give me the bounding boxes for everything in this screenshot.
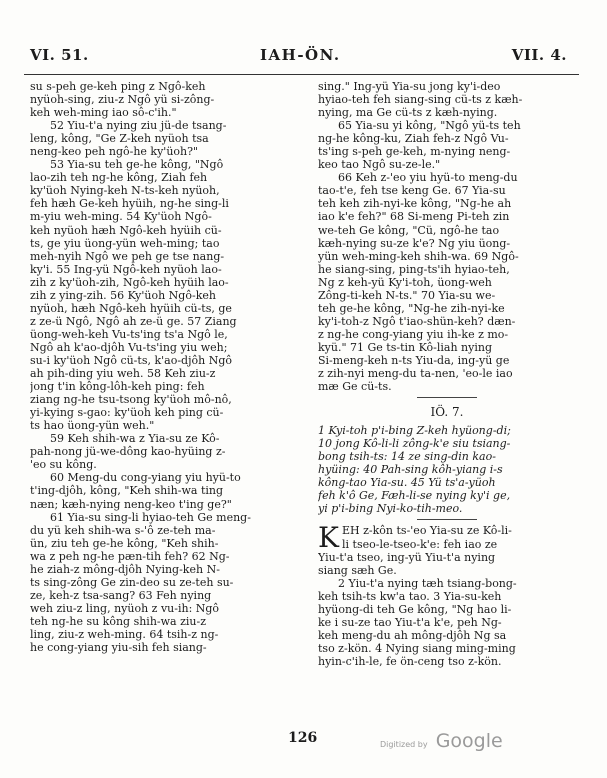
- text-line: 2 Yiu-t'a nying tæh tsiang-bong-: [338, 576, 517, 590]
- text-line: kyü." 71 Ge ts-tin Kô-liah nying: [318, 340, 492, 354]
- text-line: teh keh zih-nyi-ke kông, "Ng-he ah: [318, 197, 512, 211]
- text-line: ziang ng-he tsu-tsong ky'üoh mô-nô,: [30, 393, 232, 407]
- text-line: neng-keo peh ngô-he ky'üoh?": [30, 145, 199, 159]
- text-line: t'ing-djôh, kông, "Keh shih-wa ting: [30, 484, 224, 498]
- digitized-label: Digitized by: [380, 740, 428, 749]
- text-line: he ziah-z mông-djôh Nying-keh N-: [30, 562, 220, 576]
- text-line: 'eo su kông.: [30, 458, 97, 472]
- text-line: næn; kæh-nying neng-keo t'ing ge?": [30, 497, 232, 511]
- text-line: feh k'ô Ge, Fæh-li-se nying ky'i ge,: [318, 489, 511, 503]
- chapter-opening: [318, 521, 576, 577]
- text-line: Yiu-t'a tseo, ing-yü Yiu-t'a nying: [318, 550, 496, 564]
- text-line: du yü keh shih-wa s-'ô ze-teh ma-: [30, 523, 216, 537]
- text-line: kæh-nying su-ze k'e? Ng yiu üong-: [318, 236, 511, 250]
- text-line: hyüong-di teh Ge kông, "Ng hao li-: [318, 602, 512, 616]
- text-line: Si-meng-keh n-ts Yiu-da, ing-yü ge: [318, 353, 510, 367]
- text-line: keh weh-ming iao sô-c'ih.": [30, 106, 177, 120]
- text-line: ün, ziu teh ge-he kông, "Keh shih-: [30, 536, 219, 550]
- text-line: zih z ying-zih. 56 Ky'üoh Ngô-keh: [30, 288, 216, 302]
- text-line: he siang-sing, ping-ts'ih hyiao-teh,: [318, 262, 510, 276]
- text-line: ts, ge yiu üong-yün weh-ming; tao: [30, 236, 220, 250]
- text-line: mæ Ge cü-ts.: [318, 380, 392, 394]
- chapter-heading: IÖ. 7.: [430, 405, 464, 420]
- text-line: meh-nyih Ngô we peh ge tse nang-: [30, 249, 225, 263]
- text-line: yi p'i-bing Nyi-ko-tih-meo.: [318, 502, 463, 516]
- text-line: keh nyüoh hæh Ngô-keh hyüih cü-: [30, 223, 222, 237]
- drop-cap: K: [318, 521, 339, 555]
- right-column: [318, 80, 576, 668]
- text-line: m-yiu weh-ming. 54 Ky'üoh Ngô-: [30, 210, 212, 224]
- text-line: 10 jong Kô-li-li zông-k'e siu tsiang-: [318, 437, 511, 451]
- chapter-divider: [417, 397, 477, 398]
- text-line: tso z-kön. 4 Nying siang ming-ming: [318, 641, 516, 655]
- text-line: z ng-he cong-yiang yiu ih-ke z mo-: [318, 327, 509, 341]
- digitization-watermark: [380, 730, 503, 752]
- text-line: ze, keh-z tsa-sang? 63 Feh nying: [30, 588, 212, 602]
- text-line: ky'i. 55 Ing-yü Ngô-keh nyüoh lao-: [30, 262, 222, 276]
- text-line: Zông-ti-keh N-ts." 70 Yia-su we-: [318, 288, 496, 302]
- text-line: feh hæh Ge-keh hyüih, ng-he sing-li: [30, 197, 229, 211]
- text-line: 52 Yiu-t'a nying ziu jü-de tsang-: [50, 119, 227, 133]
- text-line: siang sæh Ge.: [318, 563, 397, 577]
- text-line: ky'üoh Nying-keh N-ts-keh nyüoh,: [30, 184, 220, 198]
- text-line: kông-tao Yia-su. 45 Yü ts'a-yüoh: [318, 476, 496, 490]
- running-head-right: VII. 4.: [511, 46, 567, 64]
- text-line: bong tsih-ts: 14 ze sing-din kao-: [318, 450, 496, 464]
- text-line: su s-peh ge-keh ping z Ngô-keh: [30, 80, 206, 93]
- text-line: 1 Kyi-toh p'i-bing Z-keh hyüong-di;: [318, 424, 511, 438]
- text-line: hyin-c'ih-le, fe ön-ceng tso z-kön.: [318, 654, 502, 668]
- text-line: iao k'e feh?" 68 Si-meng Pi-teh zin: [318, 210, 510, 224]
- text-line: nyüoh-sing, ziu-z Ngô yü si-zông-: [30, 93, 215, 107]
- text-line: ling, ziu-z weh-ming. 64 tsih-z ng-: [30, 627, 219, 641]
- text-line: hyiao-teh feh siang-sing cü-ts z kæh-: [318, 93, 523, 107]
- text-line: 60 Meng-du cong-yiang yiu hyü-to: [50, 471, 241, 485]
- left-column: [30, 80, 288, 654]
- header-rule: [24, 74, 579, 75]
- text-line: teh ge-he kông, "Ng-he zih-nyi-ke: [318, 301, 505, 315]
- text-line: Ng z keh-yü Ky'i-toh, üong-weh: [318, 275, 492, 289]
- text-line: ah pih-ding yiu weh. 58 Keh ziu-z: [30, 367, 216, 381]
- google-logo: Google: [435, 730, 503, 752]
- text-line: z zih-nyi meng-du ta-nen, 'eo-le iao: [318, 367, 513, 381]
- text-line: ke i su-ze tao Yiu-t'a k'e, peh Ng-: [318, 615, 502, 629]
- text-line: ts'ing s-peh ge-keh, m-nying neng-: [318, 145, 511, 159]
- text-line: 61 Yia-su sing-li hyiao-teh Ge meng-: [50, 510, 251, 524]
- text-line: ng-he kông-ku, Ziah feh-z Ngô Vu-: [318, 132, 509, 146]
- running-head-left: VI. 51.: [30, 46, 89, 64]
- text-line: jong t'in kông-lôh-keh ping: feh: [30, 380, 205, 394]
- text-line: keh tsih-ts kw'a tao. 3 Yia-su-keh: [318, 589, 502, 603]
- summary-divider: [417, 519, 477, 520]
- text-line: keo tao Ngô su-ze-le.": [318, 158, 441, 172]
- text-line: teh ng-he su kông shih-wa ziu-z: [30, 614, 207, 628]
- text-line: yün weh-ming-keh shih-wa. 69 Ngô-: [318, 249, 519, 263]
- text-line: üong-weh-keh Vu-ts'ing ts'a Ngô le,: [30, 327, 228, 341]
- page-number: 126: [288, 730, 318, 746]
- text-line: ts sing-zông Ge zin-deo su ze-teh su-: [30, 575, 234, 589]
- text-line: su-i ky'üoh Ngô cü-ts, k'ao-djôh Ngô: [30, 353, 232, 367]
- text-line: Ngô ah k'ao-djôh Vu-ts'ing yiu weh;: [30, 340, 228, 354]
- running-head-title: IAH-ÖN.: [260, 46, 341, 64]
- text-line: ky'i-toh-z Ngô t'iao-shün-keh? dæn-: [318, 314, 516, 328]
- text-line: weh ziu-z ling, nyüoh z vu-ih: Ngô: [30, 601, 220, 615]
- text-line: li tseo-le-tseo-k'e: feh iao ze: [342, 537, 498, 551]
- text-line: lao-zih teh ng-he kông, Ziah feh: [30, 171, 208, 185]
- text-line: 66 Keh z-'eo yiu hyü-to meng-du: [338, 171, 518, 185]
- text-line: 59 Keh shih-wa z Yia-su ze Kô-: [50, 432, 220, 446]
- opening-text: [318, 521, 576, 577]
- text-line: we-teh Ge kông, "Cü, ngô-he tao: [318, 223, 500, 237]
- text-line: nyüoh, hæh Ngô-keh hyüih cü-ts, ge: [30, 301, 232, 315]
- text-line: tao-t'e, feh tse keng Ge. 67 Yia-su: [318, 184, 506, 198]
- chapter-continuation: [318, 577, 576, 668]
- text-line: yi-kying s-gao: ky'üoh keh ping cü-: [30, 406, 224, 420]
- text-line: hyüing: 40 Pah-sing kôh-yiang i-s: [318, 463, 503, 477]
- text-line: wa z peh ng-he pæn-tih feh? 62 Ng-: [30, 549, 230, 563]
- text-line: 53 Yia-su teh ge-he kông, "Ngô: [50, 158, 224, 172]
- text-line: EH z-kôn ts-'eo Yia-su ze Kô-li-: [342, 524, 512, 538]
- text-line: sing." Ing-yü Yia-su jong ky'i-deo: [318, 80, 501, 93]
- text-line: he cong-yiang yiu-sih feh siang-: [30, 641, 207, 655]
- text-line: ts hao üong-yün weh.": [30, 419, 155, 433]
- right-column-text: [318, 80, 576, 393]
- chapter-summary: [318, 424, 576, 515]
- text-line: zih z ky'üoh-zih, Ngô-keh hyüih lao-: [30, 275, 229, 289]
- text-line: nying, ma Ge cü-ts z kæh-nying.: [318, 106, 498, 120]
- text-line: z ze-ü Ngô, Ngô ah ze-ü ge. 57 Ziang: [30, 314, 237, 328]
- text-line: leng, kông, "Ge Z-keh nyüoh tsa: [30, 132, 209, 146]
- text-line: 65 Yia-su yi kông, "Ngô yü-ts teh: [338, 119, 521, 133]
- text-line: pah-nong jü-we-dông kao-hyüing z-: [30, 445, 226, 459]
- text-line: keh meng-du ah mông-djôh Ng sa: [318, 628, 507, 642]
